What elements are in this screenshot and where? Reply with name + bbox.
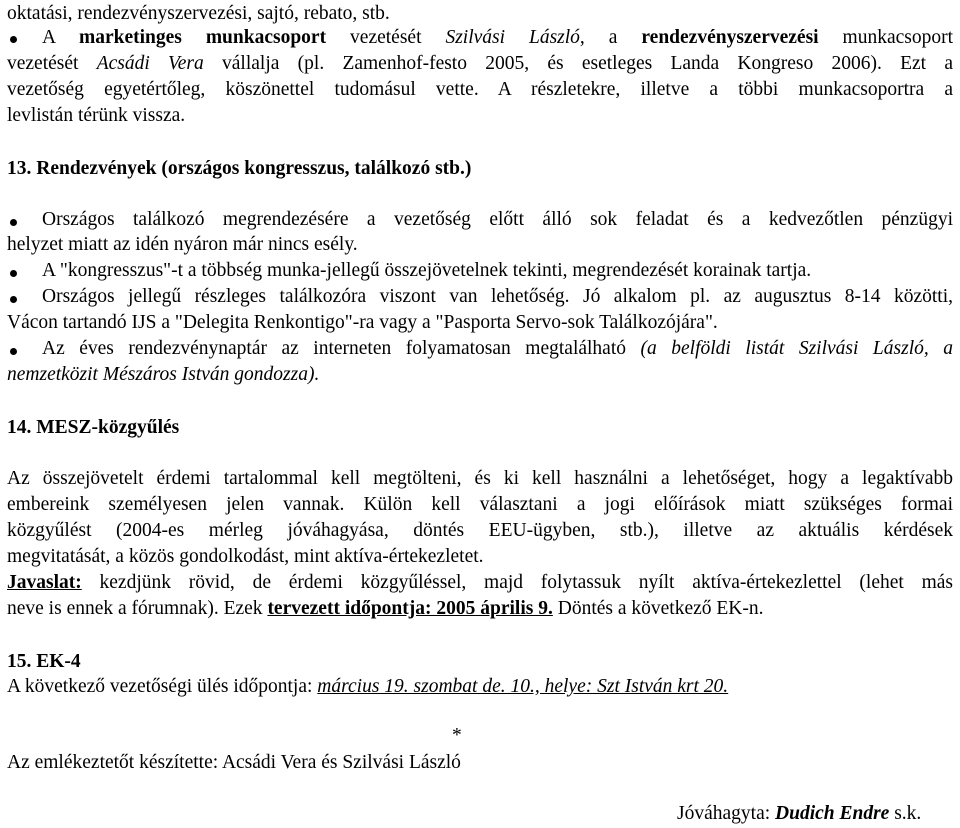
s14-p1-line3: közgyűlést (2004-es mérleg jóváhagyása, döntés EEU-ügyben, stb.), illetve az aktuális kérdések (7, 520, 953, 541)
text: vállalja (pl. Zamenhof-festo 2005, és esetleges Landa Kongreso 2006). Ezt a (203, 53, 953, 74)
text: Döntés a következő EK-n. (552, 598, 764, 619)
text: kezdjünk rövid, de érdemi közgyűléssel, majd folytassuk nyílt aktíva-értekezlettel (lehet más (81, 572, 953, 593)
bullet-icon (10, 219, 17, 226)
s13-bullet1-line2: helyzet miatt az idén nyáron már nincs esély. (7, 234, 358, 255)
text-bold: marketinges munkacsoport (78, 27, 327, 48)
text: Az éves rendezvénynaptár az interneten folyamatosan megtalálható (42, 338, 641, 359)
s15-line (7, 675, 728, 699)
text: munkacsoport (818, 27, 954, 48)
section-13-title: 13. Rendezvények (országos kongresszus, találkozó stb.) (7, 158, 472, 179)
s13-bullet1-line1: Országos találkozó megrendezésére a vezetőség előtt álló sok feladat és a kedvezőtlen pénzügyi (42, 209, 953, 230)
s13-bullet4-line1 (42, 337, 953, 361)
text: vezetését (7, 53, 97, 74)
meeting-date: március 19. szombat de. 10., helye: Szt István krt 20. (317, 676, 729, 697)
bullet-icon (10, 36, 17, 43)
s13-bullet4-line2: nemzetközit Mészáros István gondozza). (7, 364, 320, 385)
intro-bullet-line3: vezetőség egyetértőleg, köszönettel tudomásul vette. A részletekre, illetve a többi munkacsoportra a (7, 79, 953, 100)
s14-p2-line1 (7, 571, 953, 595)
text: vezetését (326, 27, 446, 48)
planned-date: tervezett időpontja: 2005 április 9. (267, 598, 553, 619)
text: neve is ennek a fórumnak). Ezek (7, 598, 268, 619)
approver-name: Dudich Endre (775, 803, 890, 824)
text: Jóváhagyta: (677, 803, 776, 824)
text-italic: (a belföldi listát Szilvási László, a (640, 338, 953, 359)
text: A következő vezetőségi ülés időpontja: (7, 676, 318, 697)
approval-line (677, 802, 921, 826)
section-14-title: 14. MESZ-közgyűlés (7, 417, 180, 438)
text: , a (579, 27, 642, 48)
s14-p1-line2: embereink személyesen jelen vannak. Külön kell választani a jogi előírások miatt szükséges formai (7, 494, 953, 515)
bullet-icon (10, 296, 17, 303)
text: A (42, 27, 79, 48)
intro-bullet-line4: levlistán térünk vissza. (7, 105, 186, 126)
s13-bullet3-line1: Országos jellegű részleges találkozóra viszont van lehetőség. Jó alkalom pl. az augusztus 8-14 közötti, (42, 286, 953, 307)
s14-p2-line2 (7, 597, 764, 621)
s14-p1-line4: megvitatását, a közös gondolkodást, mint aktíva-értekezletet. (7, 546, 484, 567)
intro-bullet-line1 (42, 26, 953, 50)
bullet-icon (10, 348, 17, 355)
proposal-label: Javaslat: (7, 572, 82, 593)
intro-bullet-line2 (7, 52, 953, 76)
intro-line: oktatási, rendezvényszervezési, sajtó, rebato, stb. (7, 3, 390, 24)
text-italic: Acsádi Vera (96, 53, 204, 74)
s13-bullet2: A "kongresszus"-t a többség munka-jellegű összejövetelnek tekinti, megrendezését korainak tartja. (42, 260, 812, 281)
asterisk-separator: * (452, 725, 462, 746)
text: s.k. (889, 803, 922, 824)
section-15-title: 15. EK-4 (7, 651, 81, 672)
text-italic: Szilvási László (445, 27, 580, 48)
s13-bullet3-line2: Vácon tartandó IJS a "Delegita Renkontigo"-ra vagy a "Pasporta Servo-sok Találkozójára". (7, 312, 718, 333)
bullet-icon (10, 270, 17, 277)
text-bold: rendezvényszervezési (641, 27, 819, 48)
s14-p1-line1: Az összejövetelt érdemi tartalommal kell megtölteni, és ki kell használni a lehetőséget, hogy a legaktívabb (7, 468, 953, 489)
minutes-author: Az emlékeztetőt készítette: Acsádi Vera és Szilvási László (7, 752, 461, 773)
